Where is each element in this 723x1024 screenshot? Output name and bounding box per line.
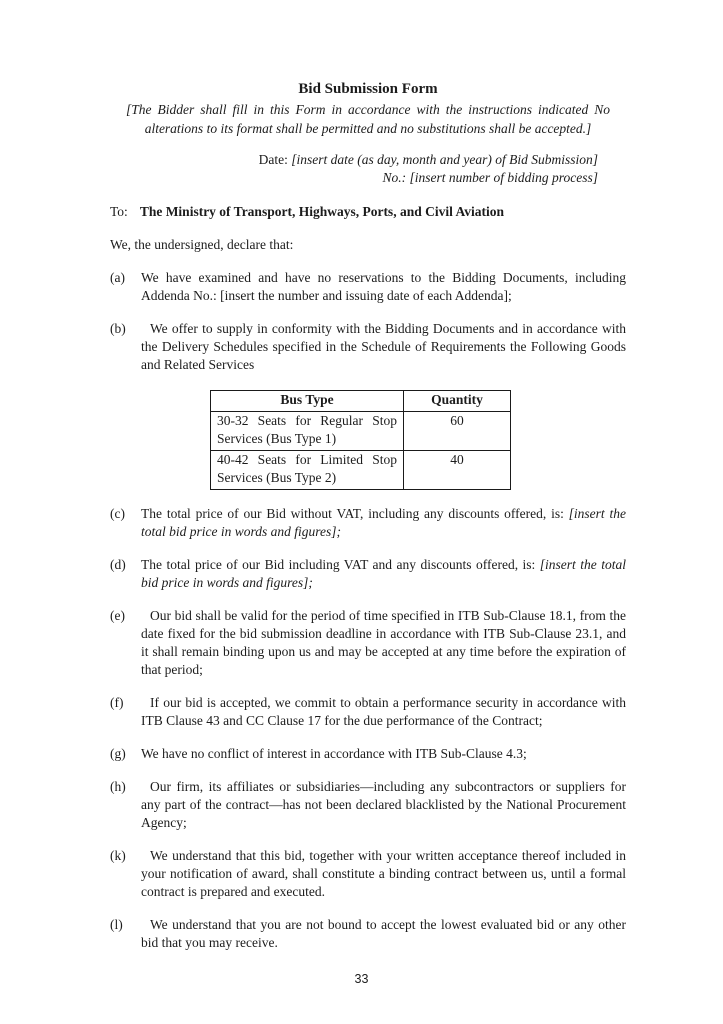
clause-text: The total price of our Bid without VAT, including any discounts offered, is:: [141, 506, 569, 521]
clause-text: If our bid is accepted, we commit to obtain a performance security in accordance with ITB Clause 43 and CC Clause 17 for the due performance of the Contract;: [141, 695, 626, 728]
clause-b: [110, 320, 626, 374]
clause-label: (a): [110, 270, 125, 285]
page-title: Bid Submission Form: [298, 81, 438, 97]
clause-text: We understand that you are not bound to accept the lowest evaluated bid or any other bid that you may receive.: [141, 917, 626, 950]
clause-label: (b): [110, 321, 126, 336]
bid-number-line: [110, 169, 598, 187]
clause-text: We have examined and have no reservations to the Bidding Documents, including Addenda No.: [insert the number and issuing date of each Addenda];: [141, 270, 626, 303]
date-label: Date:: [258, 152, 288, 167]
quantity-cell: 60: [404, 412, 511, 451]
addressee-name: The Ministry of Transport, Highways, Ports, and Civil Aviation: [139, 204, 504, 219]
clause-label: (k): [110, 848, 126, 863]
col-header-bus-type: Bus Type: [211, 391, 404, 412]
clause-d: [110, 556, 626, 592]
clause-k: [110, 847, 626, 901]
clause-text: We have no conflict of interest in accordance with ITB Sub-Clause 4.3;: [141, 746, 527, 761]
clause-text: The total price of our Bid including VAT and any discounts offered, is:: [141, 557, 540, 572]
clause-label: (f): [110, 695, 124, 710]
bus-type-cell: 40-42 Seats for Limited Stop Services (Bus Type 2): [211, 451, 404, 490]
clause-e: [110, 607, 626, 679]
clause-f: [110, 694, 626, 730]
to-label: To:: [110, 204, 128, 219]
date-line: [110, 151, 598, 169]
clause-text-italic: [insert the total bid price in words and figures];: [141, 557, 626, 590]
clause-l: [110, 916, 626, 952]
clause-a: [110, 269, 626, 305]
addressee-line: [110, 203, 626, 221]
date-value: [insert date (as day, month and year) of Bid Submission]: [291, 152, 598, 167]
form-instructions: [The Bidder shall fill in this Form in accordance with the instructions indicated No alterations to its format shall be permitted and no substitutions shall be accepted.]: [126, 102, 610, 136]
clause-label: (h): [110, 779, 126, 794]
clause-text: We offer to supply in conformity with the Bidding Documents and in accordance with the Delivery Schedules specified in the Schedule of Requirements the Following Goods and Related Services: [141, 321, 626, 372]
bus-type-cell: 30-32 Seats for Regular Stop Services (Bus Type 1): [211, 412, 404, 451]
clause-text: Our firm, its affiliates or subsidiaries—including any subcontractors or suppliers for any part of the contract—has not been declared blacklisted by the National Procurement Agency;: [141, 779, 626, 830]
clause-label: (d): [110, 557, 126, 572]
clause-label: (c): [110, 506, 125, 521]
clause-g: [110, 745, 626, 763]
table-row: [211, 412, 511, 451]
table-header-row: [211, 391, 511, 412]
clause-text-italic: [insert the total bid price in words and figures];: [141, 506, 626, 539]
clause-text: We understand that this bid, together with your written acceptance thereof included in your notification of award, shall constitute a binding contract between us, until a formal contract is prepared and executed.: [141, 848, 626, 899]
page-number: 33: [354, 972, 369, 986]
declaration-intro: We, the undersigned, declare that:: [110, 237, 294, 252]
bid-number-value: No.: [insert number of bidding process]: [382, 169, 598, 185]
col-header-quantity: Quantity: [404, 391, 511, 412]
quantity-cell: 40: [404, 451, 511, 490]
clause-text: Our bid shall be valid for the period of time specified in ITB Sub-Clause 18.1, from the date fixed for the bid submission deadline in accordance with ITB Sub-Clause 23.1, and it shall remain binding upon us and may be accepted at any time before the expiration of that period;: [141, 608, 626, 677]
clause-c: [110, 505, 626, 541]
clause-label: (g): [110, 746, 126, 761]
clause-label: (e): [110, 608, 125, 623]
bus-quantity-table: [210, 390, 511, 490]
table-row: [211, 451, 511, 490]
clause-h: [110, 778, 626, 832]
clause-label: (l): [110, 917, 123, 932]
date-block: [110, 151, 626, 186]
